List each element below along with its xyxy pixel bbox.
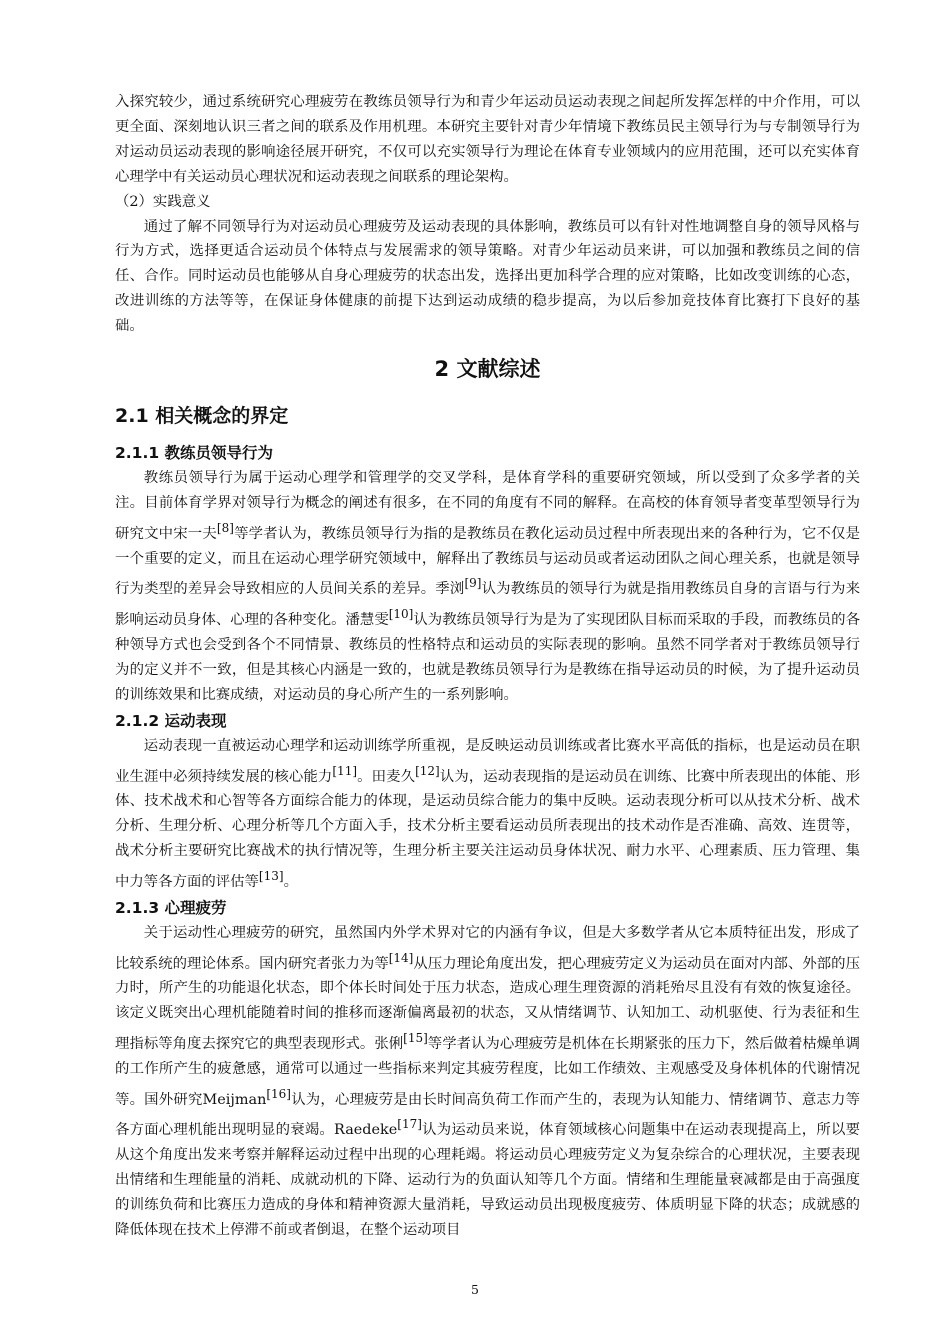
page-number: 5 xyxy=(471,1282,479,1297)
document-page xyxy=(115,90,860,1243)
text-run: 认为教练员领导行为是为了实现团队目标而采取的手段，而教练员的各种领导方式也会受到各个不同情景、教练员的性格特点和运动员的实际表现的影响。虽然不同学者对于教练员领导行为的定义并不一致，但是其核心内涵是一致的，也就是教练员领导行为是教练在指导运动员的时候，为了提升运动员的训练效果和比赛成绩，对运动员的身心所产生的一系列影响。 xyxy=(115,611,860,703)
citation-ref: [13] xyxy=(258,868,284,883)
text-run: 关于运动性心理疲劳的研究，虽然国内外学术界对它的内涵有争议，但是大多数学者从它本质特征出发，形成了比较系统的理论体系。国内研究者张力为等 xyxy=(115,924,860,972)
text-run: 。 xyxy=(283,873,298,890)
text-run: 。田麦久 xyxy=(357,768,416,785)
text-run: 教练员领导行为属于运动心理学和管理学的交叉学科，是体育学科的重要研究领域，所以受到了众多学者的关注。目前体育学界对领导行为概念的阐述有很多，在不同的角度有不同的解释。在高校的体育领导者变革型领导行为研究文中宋一夫 xyxy=(115,470,860,542)
citation-ref: [14] xyxy=(388,950,414,965)
text-run: 认为，心理疲劳是由长时间高负荷工作而产生的，表现为认知能力、情绪调节、意志力等各方面心理机能出现明显的衰竭。Raedeke xyxy=(115,1091,860,1139)
text-run: 认为教练员的领导行为就是指用教练员自身的言语与行为来影响运动员身体、心理的各种变化。潘慧雯 xyxy=(115,581,860,628)
citation-ref: [9] xyxy=(464,576,482,591)
text-run: 从压力理论角度出发，把心理疲劳定义为运动员在面对内部、外部的压力时，所产生的功能退化状态，即个体长时间处于压力状态，造成心理生理资源的消耗殆尽且没有有效的恢复途径。该定义既突出心理机能随着时间的推移而逐渐偏离最初的状态，又从情绪调节、认知加工、动机驱使、行为表征和生理指标等角度去探究它的典型表现形式。张俐 xyxy=(115,955,860,1052)
citation-ref: [10] xyxy=(388,607,414,622)
chapter-title: 2 文献综述 xyxy=(434,357,541,382)
citation-ref: [16] xyxy=(266,1086,291,1101)
intro-paragraph: 入探究较少，通过系统研究心理疲劳在教练员领导行为和青少年运动员运动表现之间起所发挥怎样的中介作用，可以更全面、深刻地认识三者之间的联系及作用机理。本研究主要针对青少年情境下教练员民主领导行为与专制领导行为对运动员运动表现的影响途径展开研究，不仅可以充实领导行为理论在体育专业领域内的应用范围，还可以充实体育心理学中有关运动员心理状况和运动表现之间联系的理论架构。 xyxy=(115,94,860,185)
citation-ref: [11] xyxy=(332,763,358,778)
text-run: 认为，运动表现指的是运动员在训练、比赛中所表现出的体能、形体、技术战术和心智等各方面综合能力的体现，是运动员综合能力的集中反映。运动表现分析可以从技术分析、战术分析、生理分析、心理分析等几个方面入手，技术分析主要看运动员所表现出的技术动作是否准确、高效、连贯等，战术分析主要研究比赛战术的执行情况等，生理分析主要关注运动员身体状况、耐力水平、心理素质、压力管理、集中力等各方面的评估等 xyxy=(115,768,860,890)
citation-ref: [12] xyxy=(415,763,440,778)
section-heading-2-1: 2.1 相关概念的界定 xyxy=(115,405,289,428)
subsection-heading-2-1-2: 2.1.2 运动表现 xyxy=(115,711,227,730)
subsection-heading-2-1-3: 2.1.3 心理疲劳 xyxy=(115,898,227,917)
text-run: 等学者认为心理疲劳是机体在长期紧张的压力下，然后做着枯燥单调的工作所产生的疲惫感，通常可以通过一些指标来判定其疲劳程度，比如工作绩效、主观感受及身体机体的代谢情况等。国外研究Meijman xyxy=(115,1035,860,1108)
practical-significance-heading: （2）实践意义 xyxy=(115,193,211,210)
mental-fatigue-paragraph xyxy=(115,921,860,1243)
practical-significance-paragraph: 通过了解不同领导行为对运动员心理疲劳及运动表现的具体影响，教练员可以有针对性地调整自身的领导风格与行为方式，选择更适合运动员个体特点与发展需求的领导策略。对青少年运动员来讲，可以加强和教练员之间的信任、合作。同时运动员也能够从自身心理疲劳的状态出发，选择出更加科学合理的应对策略，比如改变训练的心态，改进训练的方法等等，在保证身体健康的前提下达到运动成绩的稳步提高，为以后参加竞技体育比赛打下良好的基础。 xyxy=(115,218,860,335)
text-run: 运动表现一直被运动心理学和运动训练学所重视，是反映运动员训练或者比赛水平高低的指标，也是运动员在职业生涯中必须持续发展的核心能力 xyxy=(115,737,860,785)
sport-performance-paragraph xyxy=(115,734,860,895)
citation-ref: [15] xyxy=(403,1031,428,1046)
text-run: 等学者认为，教练员领导行为指的是教练员在教化运动员过程中所表现出来的各种行为，它不仅是一个重要的定义，而且在运动心理学研究领域中，解释出了教练员与运动员或者运动团队之间心理关系，也就是领导行为类型的差异会导致相应的人员间关系的差异。季浏 xyxy=(115,525,860,598)
citation-ref: [8] xyxy=(216,520,234,535)
coach-leadership-paragraph xyxy=(115,466,860,708)
subsection-heading-2-1-1: 2.1.1 教练员领导行为 xyxy=(115,444,274,463)
citation-ref: [17] xyxy=(397,1117,422,1132)
text-run: 认为运动员来说，体育领域核心问题集中在运动表现提高上，所以要从这个角度出发来考察并解释运动过程中出现的心理耗竭。将运动员心理疲劳定义为复杂综合的心理状况，主要表现出情绪和生理能量的消耗、成就动机的下降、运动行为的负面认知等几个方面。情绪和生理能量衰减都是由于高强度的训练负荷和比赛压力造成的身体和精神资源大量消耗，导致运动员出现极度疲劳、体质明显下降的状态；成就感的降低体现在技术上停滞不前或者倒退，在整个运动项目 xyxy=(115,1122,860,1238)
